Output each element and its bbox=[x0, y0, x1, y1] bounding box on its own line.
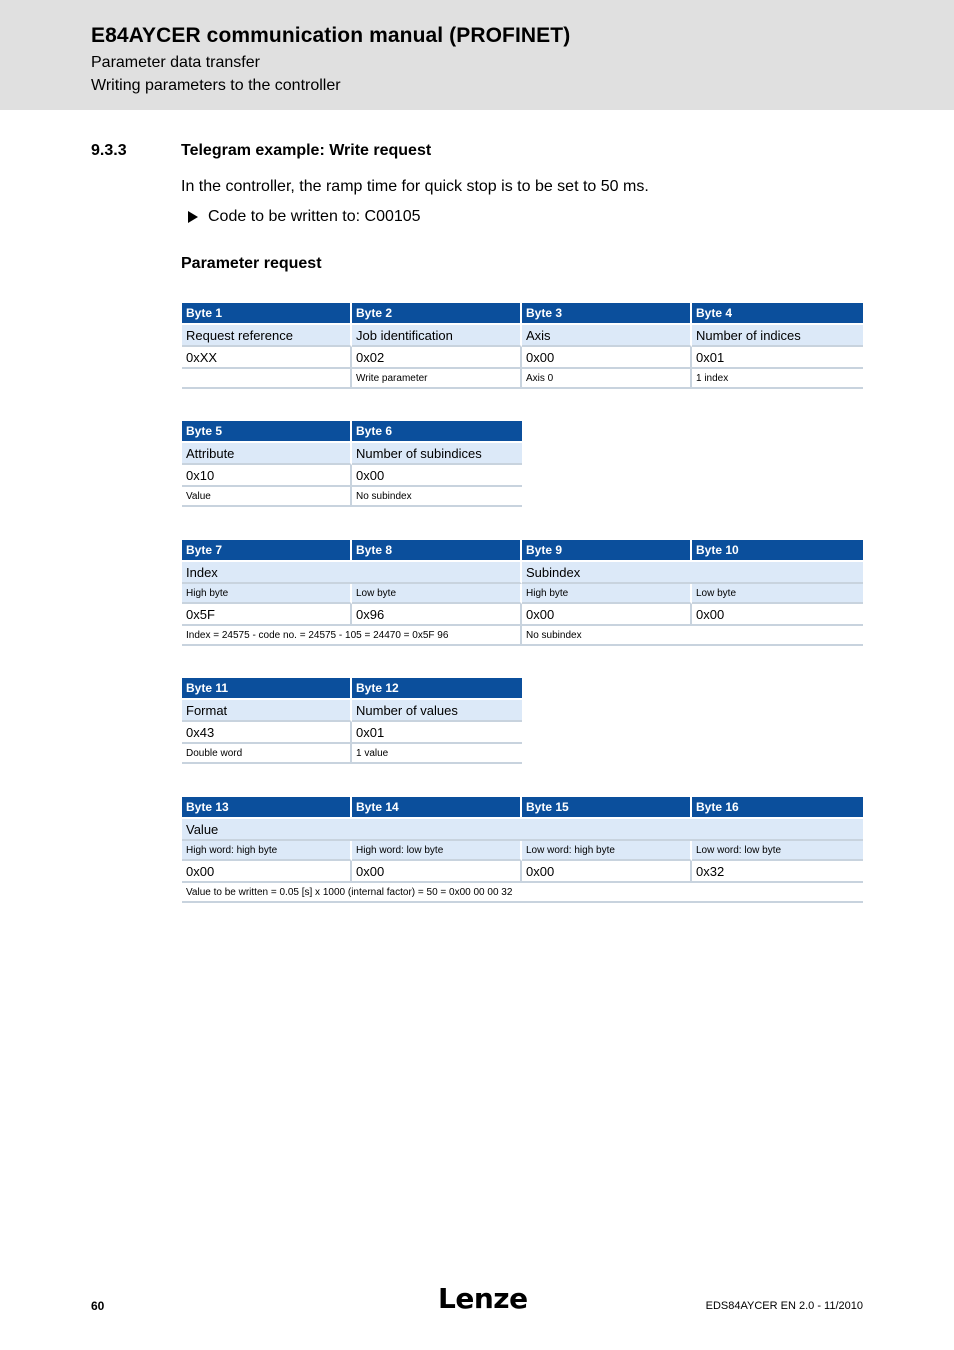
label-cell: Number of indices bbox=[692, 325, 863, 347]
value-cell: 0x02 bbox=[352, 347, 522, 369]
value-cell: 0xXX bbox=[182, 347, 352, 369]
value-cell: 0x96 bbox=[352, 604, 522, 626]
section-number: 9.3.3 bbox=[91, 142, 127, 159]
value-cell: 0x10 bbox=[182, 465, 352, 487]
label-cell: Format bbox=[182, 700, 352, 722]
note-cell: Axis 0 bbox=[522, 369, 692, 389]
label-cell: Number of subindices bbox=[352, 443, 522, 465]
note-cell bbox=[182, 369, 352, 389]
value-cell: 0x5F bbox=[182, 604, 352, 626]
triangle-right-icon bbox=[188, 211, 198, 223]
note-cell: Index = 24575 - code no. = 24575 - 105 = 24470 = 0x5F 96 bbox=[182, 626, 522, 646]
value-cell: 0x00 bbox=[522, 604, 692, 626]
value-cell: 0x00 bbox=[182, 861, 352, 883]
note-cell: 1 value bbox=[352, 744, 522, 764]
bullet-item bbox=[188, 208, 421, 226]
header-cell: Byte 14 bbox=[352, 797, 522, 819]
bullet-text: Code to be written to: C00105 bbox=[208, 208, 421, 225]
header-cell: Byte 15 bbox=[522, 797, 692, 819]
label-cell: Index bbox=[182, 562, 522, 584]
value-cell: 0x01 bbox=[352, 722, 522, 744]
value-cell: 0x00 bbox=[522, 347, 692, 369]
value-cell: 0x00 bbox=[522, 861, 692, 883]
sublabel-cell: Low word: high byte bbox=[522, 841, 692, 861]
note-cell: Value bbox=[182, 487, 352, 507]
value-cell: 0x00 bbox=[352, 861, 522, 883]
subchapter-title: Writing parameters to the controller bbox=[91, 77, 341, 94]
note-cell: 1 index bbox=[692, 369, 863, 389]
document-title: E84AYCER communication manual (PROFINET) bbox=[91, 24, 571, 47]
header-cell: Byte 1 bbox=[182, 303, 352, 325]
sublabel-cell: High byte bbox=[522, 584, 692, 604]
header-cell: Byte 13 bbox=[182, 797, 352, 819]
header-cell: Byte 9 bbox=[522, 540, 692, 562]
header-cell: Byte 6 bbox=[352, 421, 522, 443]
header-cell: Byte 16 bbox=[692, 797, 863, 819]
header-cell: Byte 11 bbox=[182, 678, 352, 700]
section-title: Telegram example: Write request bbox=[181, 142, 432, 159]
label-cell: Number of values bbox=[352, 700, 522, 722]
sublabel-cell: High word: high byte bbox=[182, 841, 352, 861]
header-cell: Byte 2 bbox=[352, 303, 522, 325]
sublabel-cell: High word: low byte bbox=[352, 841, 522, 861]
note-cell: Double word bbox=[182, 744, 352, 764]
label-cell: Value bbox=[182, 819, 863, 841]
header-cell: Byte 5 bbox=[182, 421, 352, 443]
table-bytes-11-12 bbox=[182, 678, 522, 764]
label-cell: Subindex bbox=[522, 562, 863, 584]
note-cell: Write parameter bbox=[352, 369, 522, 389]
note-cell: Value to be written = 0.05 [s] x 1000 (internal factor) = 50 = 0x00 00 00 32 bbox=[182, 883, 863, 903]
sublabel-cell: High byte bbox=[182, 584, 352, 604]
value-cell: 0x43 bbox=[182, 722, 352, 744]
parameter-request-heading: Parameter request bbox=[181, 255, 322, 272]
note-cell: No subindex bbox=[522, 626, 863, 646]
header-cell: Byte 10 bbox=[692, 540, 863, 562]
chapter-title: Parameter data transfer bbox=[91, 54, 260, 71]
label-cell: Job identification bbox=[352, 325, 522, 347]
table-bytes-7-10 bbox=[182, 540, 863, 646]
value-cell: 0x00 bbox=[692, 604, 863, 626]
value-cell: 0x00 bbox=[352, 465, 522, 487]
label-cell: Attribute bbox=[182, 443, 352, 465]
label-cell: Request reference bbox=[182, 325, 352, 347]
header-cell: Byte 3 bbox=[522, 303, 692, 325]
label-cell: Axis bbox=[522, 325, 692, 347]
table-bytes-1-4 bbox=[182, 303, 863, 389]
sublabel-cell: Low word: low byte bbox=[692, 841, 863, 861]
sublabel-cell: Low byte bbox=[692, 584, 863, 604]
value-cell: 0x01 bbox=[692, 347, 863, 369]
header-cell: Byte 4 bbox=[692, 303, 863, 325]
header-cell: Byte 7 bbox=[182, 540, 352, 562]
header-cell: Byte 8 bbox=[352, 540, 522, 562]
page-number: 60 bbox=[91, 1299, 105, 1313]
table-bytes-13-16 bbox=[182, 797, 863, 903]
header-cell: Byte 12 bbox=[352, 678, 522, 700]
note-cell: No subindex bbox=[352, 487, 522, 507]
value-cell: 0x32 bbox=[692, 861, 863, 883]
sublabel-cell: Low byte bbox=[352, 584, 522, 604]
table-bytes-5-6 bbox=[182, 421, 522, 507]
intro-text: In the controller, the ramp time for quick stop is to be set to 50 ms. bbox=[181, 178, 649, 195]
lenze-logo: Lenze bbox=[438, 1282, 528, 1315]
document-reference: EDS84AYCER EN 2.0 - 11/2010 bbox=[705, 1300, 863, 1312]
